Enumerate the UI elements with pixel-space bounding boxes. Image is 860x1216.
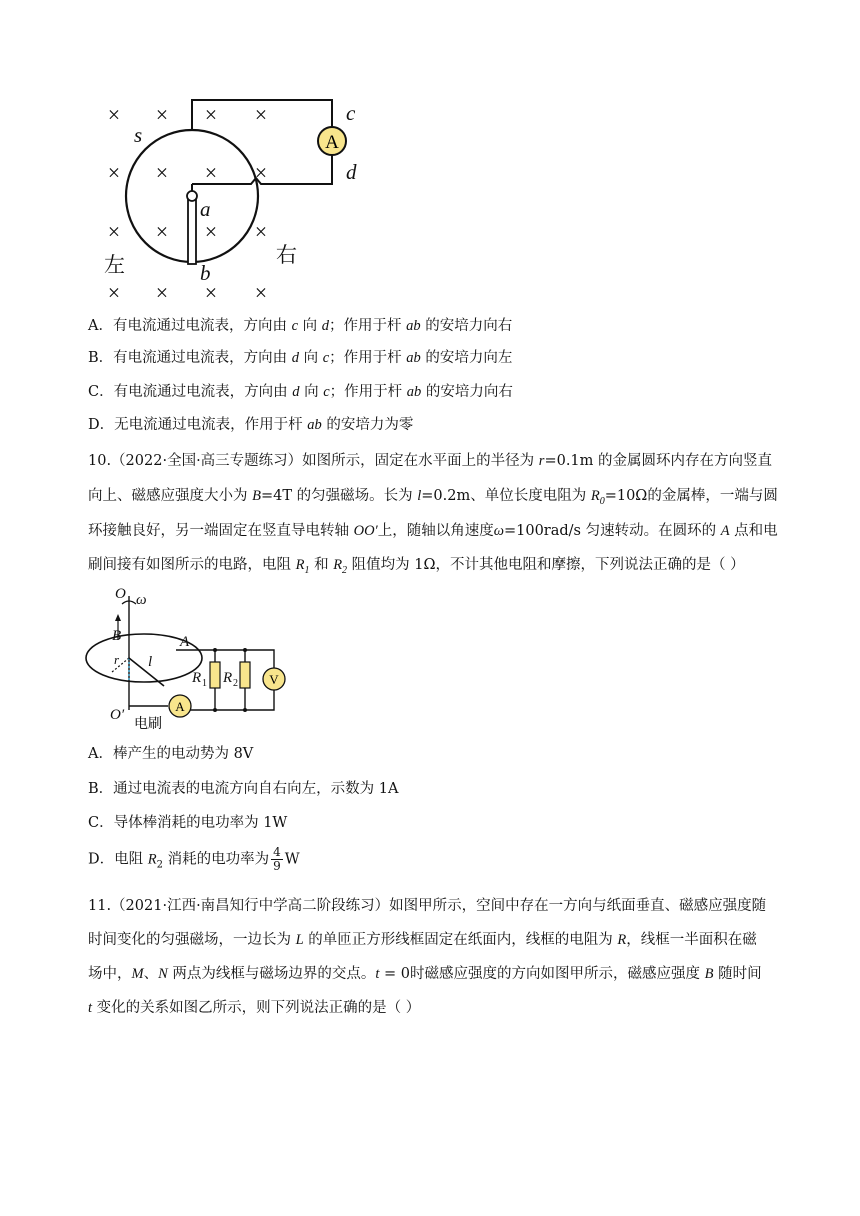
field-cross: × (155, 160, 169, 185)
q10-option-d[interactable]: D．电阻 $R_2$ 消耗的电功率为 $\frac{4}{9}$ W (88, 845, 300, 873)
field-cross: × (254, 280, 268, 305)
field-cross: × (107, 280, 121, 305)
q10-stem-line-1: 10.（2022·全国·高三专题练习）如图所示，固定在水平面上的半径为 r=0.1m 的金属圆环内存在方向竖直 (88, 453, 773, 469)
q11-stem-line-2: 时间变化的匀强磁场，一边长为 L 的单匝正方形线框固定在纸面内，线框的电阻为 R，线框一半面积在磁 (88, 932, 757, 948)
junction-dot (213, 648, 217, 652)
label-a: A (180, 634, 190, 650)
label-left: 左 (104, 253, 125, 277)
ammeter-label: A (325, 132, 339, 153)
label-o-prime: O′ (110, 707, 125, 723)
pivot-a (187, 191, 197, 201)
field-cross: × (254, 102, 268, 127)
q10-circuit-figure (84, 582, 294, 732)
q10-stem-line-4: 刷间接有如图所示的电路，电阻 $R_1$ 和 $R_2$ 阻值均为 1Ω，不计其他电阻和摩擦，下列说法正确的是（ ） (88, 557, 745, 576)
rod-ab (188, 200, 196, 264)
q10-option-b[interactable]: B．通过电流表的电流方向自右向左，示数为 1A (88, 781, 399, 797)
resistor-r1 (210, 662, 220, 688)
label-omega: ω (136, 592, 147, 608)
field-cross: × (254, 219, 268, 244)
label-r1-sub: 1 (202, 678, 207, 689)
label-r2-sub: 2 (233, 678, 238, 689)
field-cross: × (204, 219, 218, 244)
field-cross: × (204, 102, 218, 127)
q11-stem-line-3: 场中，M、N 两点为线框与磁场边界的交点。t = 0时磁感应强度的方向如图甲所示，磁感应强度 B 随时间 (88, 966, 762, 982)
q9-option-d[interactable]: D．无电流通过电流表，作用于杆 ab 的安培力为零 (88, 417, 414, 433)
label-r2: R (223, 670, 233, 686)
field-cross: × (107, 102, 121, 127)
field-cross: × (254, 160, 268, 185)
label-l: l (148, 654, 153, 670)
q10-option-c[interactable]: C．导体棒消耗的电功率为 1W (88, 815, 288, 831)
q9-circuit-figure (96, 94, 357, 305)
label-b: B (112, 628, 122, 644)
field-cross: × (155, 102, 169, 127)
label-a: a (200, 197, 211, 221)
label-r: r (114, 652, 120, 667)
fraction: $\frac{4}{9}$ (273, 845, 281, 873)
q11-stem-line-1: 11.（2021·江西·南昌知行中学高二阶段练习）如图甲所示，空间中存在一方向与纸面垂直、磁感应强度随 (88, 898, 767, 914)
label-right: 右 (276, 243, 297, 267)
q11-stem-line-4: t 变化的关系如图乙所示，则下列说法正确的是（ ） (88, 1000, 421, 1016)
voltmeter-label: V (269, 672, 279, 687)
resistor-r2 (240, 662, 250, 688)
field-arrowhead-icon (115, 614, 121, 621)
q10-option-a[interactable]: A．棒产生的电动势为 8V (88, 746, 254, 762)
field-cross: × (155, 280, 169, 305)
label-c: c (346, 101, 356, 125)
ammeter-label: A (175, 699, 185, 714)
junction-dot (243, 708, 247, 712)
field-cross: × (155, 219, 169, 244)
label-r1: R (192, 670, 202, 686)
q9-option-a[interactable]: A．有电流通过电流表，方向由 c 向 d；作用于杆 ab 的安培力向右 (88, 318, 513, 334)
q10-stem-line-2: 向上、磁感应强度大小为 B=4T 的匀强磁场。长为 l=0.2m、单位长度电阻为 $R_0=10\Omega$的金属棒，一端与圆 (88, 488, 778, 507)
label-s: s (134, 123, 143, 147)
field-cross: × (107, 219, 121, 244)
label-b: b (200, 261, 211, 285)
q9-option-b[interactable]: B．有电流通过电流表，方向由 d 向 c；作用于杆 ab 的安培力向左 (88, 350, 513, 366)
q9-option-c[interactable]: C．有电流通过电流表，方向由 d 向 c；作用于杆 ab 的安培力向右 (88, 384, 513, 400)
field-cross: × (204, 280, 218, 305)
label-o: O (115, 586, 126, 602)
junction-dot (213, 708, 217, 712)
label-d: d (346, 160, 357, 184)
junction-dot (243, 648, 247, 652)
field-cross: × (107, 160, 121, 185)
field-cross: × (204, 160, 218, 185)
label-brush: 电刷 (134, 717, 162, 732)
q10-stem-line-3: 环接触良好，另一端固定在竖直导电转轴 OO′上，随轴以角速度ω=100rad/s 匀速转动。在圆环的 A 点和电 (88, 523, 778, 539)
